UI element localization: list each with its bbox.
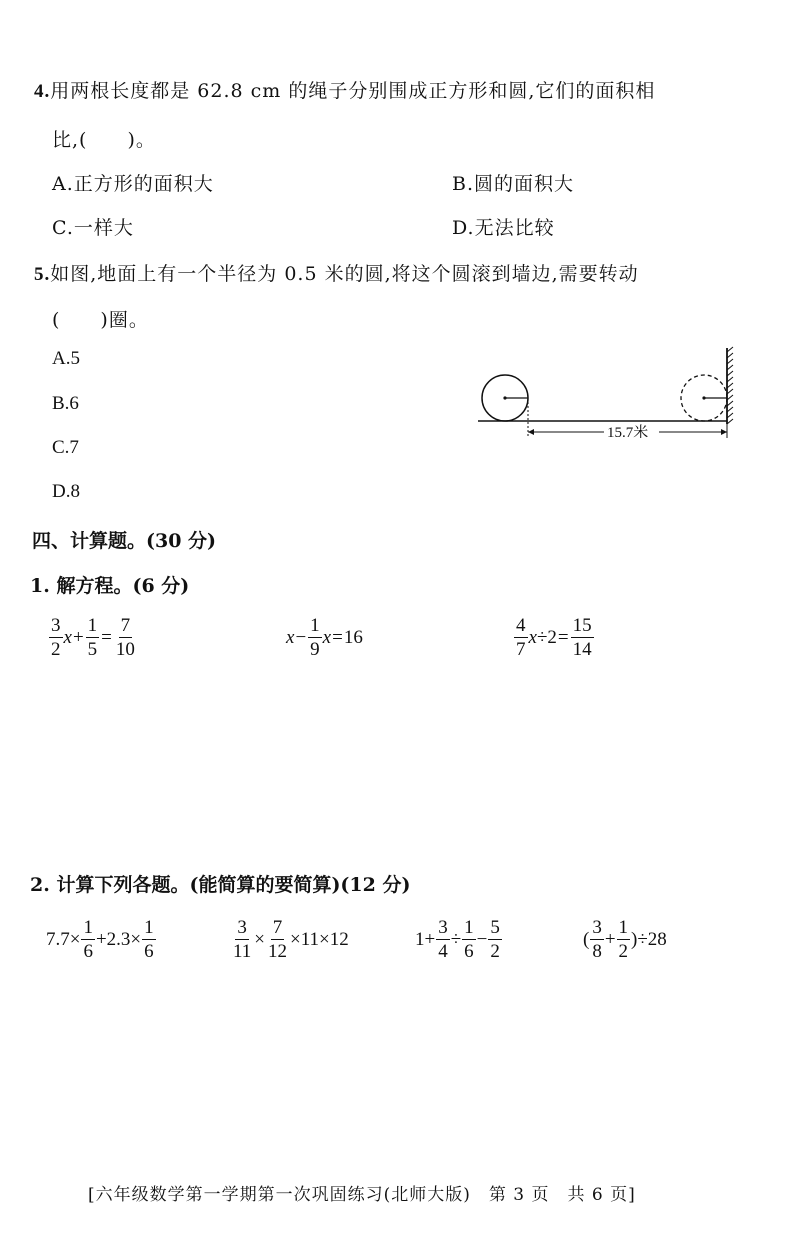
fraction: $\frac{1}{9}$ <box>310 615 320 660</box>
q5-option-d: D.8 <box>52 481 80 502</box>
expression-1: 7.7× $\frac{1}{6}$ +2.3× $\frac{1}{6}$ <box>46 917 154 962</box>
q5-stem-2: ( )圈。 <box>52 309 149 331</box>
q5-option-c: C.7 <box>52 437 79 458</box>
fraction: $\frac{7}{10}$ <box>115 615 135 660</box>
expression-4: ( $\frac{3}{8}$ + $\frac{1}{2}$ )÷28 <box>583 917 667 962</box>
q4-number: 4. <box>34 81 51 102</box>
fraction: $\frac{5}{2}$ <box>490 917 500 962</box>
q4-line1 <box>34 76 655 103</box>
expression-3: 1+ $\frac{3}{4}$ ÷ $\frac{1}{6}$ − $\frac{5}{2}$ <box>415 917 500 962</box>
fraction: $\frac{3}{2}$ <box>51 615 61 660</box>
q4-stem-1: 用两根长度都是 62.8 cm 的绳子分别围成正方形和圆,它们的面积相 <box>50 80 656 102</box>
expression-2: $\frac{3}{11}$ × $\frac{7}{12}$ ×11×12 <box>233 917 349 962</box>
q5-stem-1: 如图,地面上有一个半径为 0.5 米的圆,将这个圆滚到墙边,需要转动 <box>50 263 639 285</box>
q4-option-c: C.一样大 <box>52 217 134 239</box>
rolling-circle-figure <box>474 346 744 438</box>
fraction: $\frac{3}{8}$ <box>592 917 602 962</box>
q4-option-a: A.正方形的面积大 <box>52 173 214 195</box>
fraction: $\frac{1}{6}$ <box>144 917 154 962</box>
problem-2-title: 2. 计算下列各题。(能简算的要简算)(12 分) <box>30 874 411 896</box>
fraction: $\frac{7}{12}$ <box>268 917 288 962</box>
q5-option-b: B.6 <box>52 393 79 414</box>
fraction: $\frac{1}{6}$ <box>464 917 474 962</box>
fraction: $\frac{3}{11}$ <box>233 917 252 962</box>
fraction: $\frac{4}{7}$ <box>516 615 526 660</box>
fraction: $\frac{3}{4}$ <box>438 917 448 962</box>
q4-stem-2: 比,( )。 <box>52 129 156 151</box>
fraction: $\frac{1}{2}$ <box>618 917 629 962</box>
equation-2: x − $\frac{1}{9}$ x = 16 <box>286 615 363 660</box>
fraction: $\frac{1}{6}$ <box>83 917 93 962</box>
problem-1-title: 1. 解方程。(6 分) <box>30 575 190 597</box>
section-4-title: 四、计算题。(30 分) <box>32 530 217 552</box>
q4-option-d: D.无法比较 <box>452 217 555 239</box>
equation-3: $\frac{4}{7}$ x ÷2 = $\frac{15}{14}$ <box>516 615 592 660</box>
dimension-label: 15.7米 <box>607 425 649 438</box>
page-footer: [六年级数学第一学期第一次巩固练习(北师大版) 第 3 页 共 6 页] <box>88 1185 636 1205</box>
q5-option-a: A.5 <box>52 348 80 369</box>
equation-1: $\frac{3}{2}$ x + $\frac{1}{5}$ = $\frac{7}{10}$ <box>51 615 135 660</box>
q5-number: 5. <box>34 264 51 285</box>
q4-option-b: B.圆的面积大 <box>452 173 575 195</box>
fraction: $\frac{1}{5}$ <box>87 615 98 660</box>
q5-line1 <box>34 259 639 286</box>
fraction: $\frac{15}{14}$ <box>572 615 592 660</box>
wall-hatching <box>727 347 733 424</box>
